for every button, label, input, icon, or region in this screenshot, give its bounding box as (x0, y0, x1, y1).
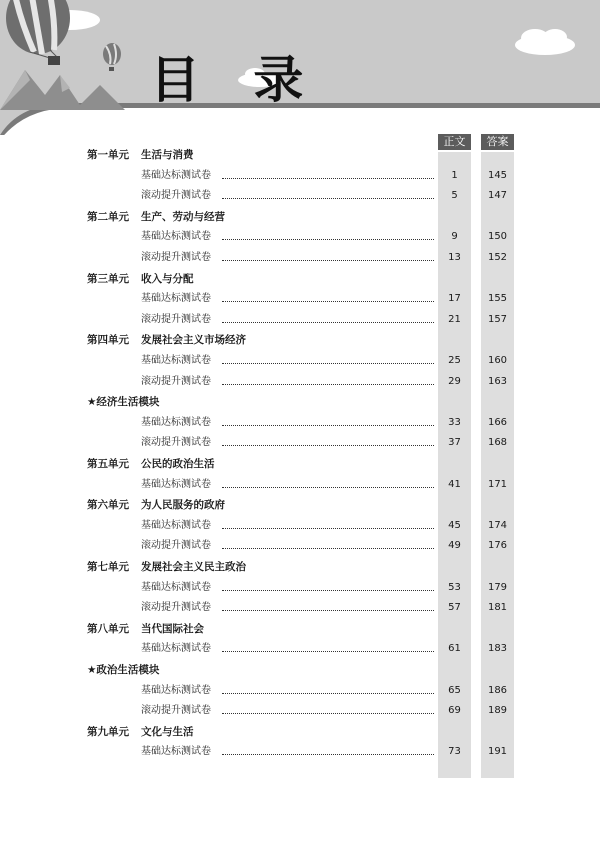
unit-title: 发展社会主义民主政治 (141, 561, 246, 573)
toc-entry[interactable] (0, 250, 600, 266)
toc-entry[interactable] (0, 580, 600, 596)
toc-entry[interactable] (0, 374, 600, 390)
page-number: 69 (448, 705, 461, 717)
page-number: 9 (451, 231, 458, 243)
page-number: 13 (448, 252, 461, 263)
column-header-answer: 答案 (481, 134, 514, 150)
module-title: ★政治生活模块 (87, 664, 160, 676)
entry-label: 基础达标测试卷 (141, 746, 211, 758)
answer-page-number: 191 (487, 746, 508, 758)
entry-label: 滚动提升测试卷 (141, 602, 211, 614)
unit-title: 公民的政治生活 (141, 458, 215, 470)
toc-unit-heading (0, 394, 600, 410)
unit-number: 第一单元 (87, 149, 129, 161)
unit-number: 第二单元 (87, 210, 129, 223)
unit-number: 第九单元 (87, 725, 129, 738)
leader-dots (222, 746, 434, 755)
page-number: 61 (448, 643, 461, 655)
entry-label: 基础达标测试卷 (141, 169, 211, 181)
unit-title: 为人民服务的政府 (141, 499, 225, 512)
toc-entry[interactable] (0, 744, 600, 760)
entry-label: 基础达标测试卷 (141, 478, 211, 490)
toc-unit-heading (0, 332, 600, 348)
toc-unit-heading (0, 147, 600, 163)
answer-page-number: 174 (487, 519, 508, 531)
toc-entry[interactable] (0, 188, 600, 204)
leader-dots (222, 252, 434, 261)
toc-entry[interactable] (0, 683, 600, 699)
page-number: 45 (448, 519, 461, 531)
page-number: 37 (448, 437, 461, 449)
page-number: 5 (451, 190, 458, 202)
leader-dots (222, 602, 434, 611)
leader-dots (222, 190, 434, 199)
unit-title: 生活与消费 (141, 149, 194, 161)
entry-label: 基础达标测试卷 (141, 643, 211, 655)
leader-dots (222, 582, 434, 591)
toc-entry[interactable] (0, 415, 600, 431)
unit-number: 第八单元 (87, 622, 129, 635)
toc-entry[interactable] (0, 641, 600, 657)
unit-title: 文化与生活 (141, 725, 194, 738)
unit-number: 第七单元 (87, 561, 129, 573)
toc-unit-heading (0, 724, 600, 740)
toc-entry[interactable] (0, 168, 600, 184)
page-number: 1 (451, 169, 458, 181)
entry-label: 滚动提升测试卷 (141, 313, 211, 325)
page-number: 53 (448, 581, 461, 593)
answer-page-number: 152 (487, 252, 508, 263)
entry-label: 基础达标测试卷 (141, 416, 211, 428)
entry-label: 滚动提升测试卷 (141, 540, 211, 552)
entry-label: 滚动提升测试卷 (141, 437, 211, 449)
leader-dots (222, 437, 434, 446)
answer-page-number: 157 (487, 313, 508, 325)
unit-number: 第六单元 (87, 499, 129, 512)
entry-label: 滚动提升测试卷 (141, 375, 211, 387)
entry-label: 基础达标测试卷 (141, 231, 211, 243)
leader-dots (222, 376, 434, 385)
toc-entry[interactable] (0, 477, 600, 493)
page-title: 目 录 (150, 50, 322, 109)
answer-page-number: 176 (487, 540, 508, 552)
leader-dots (222, 479, 434, 488)
leader-dots (222, 170, 434, 179)
leader-dots (222, 540, 434, 549)
leader-dots (222, 314, 434, 323)
page-number: 65 (448, 684, 461, 696)
toc-unit-heading (0, 209, 600, 225)
answer-page-number: 186 (487, 684, 508, 696)
column-header-main: 正文 (438, 134, 471, 150)
unit-title: 收入与分配 (141, 272, 194, 285)
leader-dots (222, 293, 434, 302)
toc-entry[interactable] (0, 518, 600, 534)
answer-page-number: 145 (487, 169, 508, 181)
leader-dots (222, 705, 434, 714)
answer-page-number: 168 (487, 437, 508, 449)
answer-page-number: 160 (487, 355, 508, 366)
unit-title: 发展社会主义市场经济 (141, 334, 246, 347)
answer-page-number: 163 (487, 375, 508, 387)
toc-entry[interactable] (0, 312, 600, 328)
toc-unit-heading (0, 662, 600, 678)
toc-entry[interactable] (0, 291, 600, 307)
leader-dots (222, 231, 434, 240)
page-number: 49 (448, 540, 461, 552)
answer-page-number: 150 (487, 231, 508, 243)
toc-unit-heading (0, 497, 600, 513)
entry-label: 基础达标测试卷 (141, 293, 211, 305)
page-number: 21 (448, 313, 461, 325)
page-number: 25 (448, 355, 461, 366)
entry-label: 基础达标测试卷 (141, 684, 211, 696)
leader-dots (222, 355, 434, 364)
page-number: 17 (448, 293, 461, 305)
leader-dots (222, 685, 434, 694)
toc-unit-heading (0, 456, 600, 472)
entry-label: 基础达标测试卷 (141, 519, 211, 531)
page-number: 57 (448, 602, 461, 614)
toc-entry[interactable] (0, 600, 600, 616)
answer-page-number: 171 (487, 478, 508, 490)
toc-entry[interactable] (0, 538, 600, 554)
entry-label: 基础达标测试卷 (141, 581, 211, 593)
unit-number: 第四单元 (87, 334, 129, 347)
entry-label: 基础达标测试卷 (141, 355, 211, 366)
module-title: ★经济生活模块 (87, 396, 160, 409)
leader-dots (222, 417, 434, 426)
page-number: 29 (448, 375, 461, 387)
unit-title: 生产、劳动与经营 (141, 210, 225, 223)
unit-number: 第五单元 (87, 458, 129, 470)
leader-dots (222, 520, 434, 529)
page-number: 33 (448, 416, 461, 428)
entry-label: 滚动提升测试卷 (141, 252, 211, 263)
toc-unit-heading (0, 271, 600, 287)
unit-number: 第三单元 (87, 272, 129, 285)
answer-page-number: 189 (487, 705, 508, 717)
header-banner (0, 0, 600, 135)
answer-page-number: 181 (487, 602, 508, 614)
toc-unit-heading (0, 621, 600, 637)
toc-entry[interactable] (0, 229, 600, 245)
entry-label: 滚动提升测试卷 (141, 705, 211, 717)
leader-dots (222, 643, 434, 652)
toc-entry[interactable] (0, 435, 600, 451)
toc-unit-heading (0, 559, 600, 575)
answer-page-number: 155 (487, 293, 508, 305)
toc-entry[interactable] (0, 353, 600, 369)
toc-entry[interactable] (0, 703, 600, 719)
answer-page-number: 147 (487, 190, 508, 202)
page-number: 73 (448, 746, 461, 758)
answer-page-number: 179 (487, 581, 508, 593)
page-number: 41 (448, 478, 461, 490)
answer-page-number: 166 (487, 416, 508, 428)
entry-label: 滚动提升测试卷 (141, 190, 211, 202)
unit-title: 当代国际社会 (141, 622, 204, 635)
answer-page-number: 183 (487, 643, 508, 655)
